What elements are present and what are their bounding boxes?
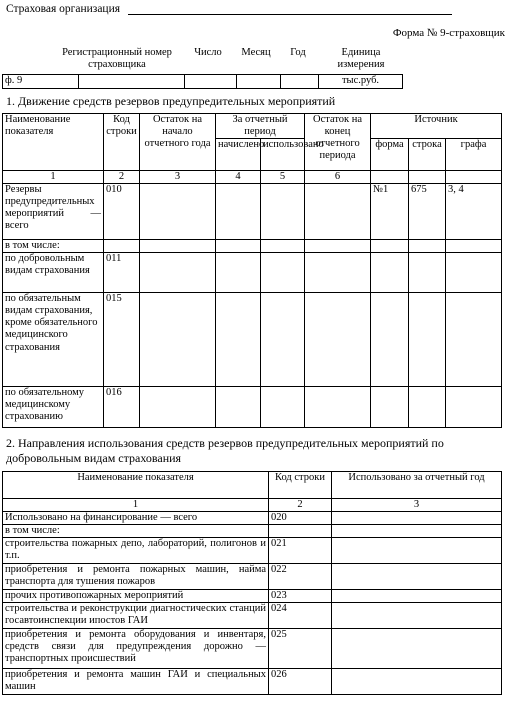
table-row [3, 240, 502, 253]
section1-title: 1. Движение средств резервов предупредительных мероприятий [6, 94, 336, 108]
row-name: строительства пожарных депо, лабораторий, полигонов и т.п. [3, 538, 269, 564]
s1-header-code: Код строки [104, 114, 140, 171]
year-cell[interactable] [281, 75, 319, 89]
s1-header-accrued: начислено [216, 139, 261, 171]
s1-header-start: Остаток на начало отчетного года [140, 114, 216, 171]
s2-header-code: Код строки [269, 472, 332, 499]
table-row [3, 564, 502, 590]
s1-colnum-4: 4 [216, 171, 261, 184]
row-code: 020 [269, 512, 332, 525]
table-row [3, 629, 502, 669]
s1-header-column: графа [446, 139, 502, 171]
table-row [3, 538, 502, 564]
table-row [3, 387, 502, 428]
s2-header-name: Наименование показателя [3, 472, 269, 499]
s2-colnum-1: 1 [3, 499, 269, 512]
row-name: по обязательным видам страхования, кроме обязательного медицинского страхования [3, 293, 104, 387]
row-name: по обязательному медицинскому страхованию [3, 387, 104, 428]
row-name: по добровольным видам страхования [3, 253, 104, 293]
row-code: 025 [269, 629, 332, 669]
s2-header-used: Использовано за отчетный год [332, 472, 502, 499]
s1-header-name: Наименование показателя [3, 114, 104, 171]
row-code: 023 [269, 590, 332, 603]
row-name: строительства и реконструкции диагностических станций госавтоинспекции ипостов ГАИ [3, 603, 269, 629]
s1-header-line: строка [409, 139, 446, 171]
table-row [3, 184, 502, 240]
row-code: 024 [269, 603, 332, 629]
row-name: в том числе: [3, 240, 104, 253]
s1-colnum-2: 2 [104, 171, 140, 184]
row-form: №1 [371, 184, 409, 240]
row-code: 016 [104, 387, 140, 428]
table-row [3, 253, 502, 293]
section2-table [2, 471, 502, 695]
unit-header: Единица измерения [337, 47, 385, 71]
row-code: 026 [269, 669, 332, 695]
day-cell[interactable] [185, 75, 237, 89]
row-name: прочих противопожарных мероприятий [3, 590, 269, 603]
day-header: Число [194, 47, 222, 58]
s1-colnum-3: 3 [140, 171, 216, 184]
reg-number-header: Регистрационный номер страховщика [62, 47, 172, 71]
row-name: приобретения и ремонта оборудования и инвентаря, средств связи для предупреждения дорожно — транспортных происшествий [3, 629, 269, 669]
table-row [3, 525, 502, 538]
table-row [3, 512, 502, 525]
reg-number-cell[interactable] [79, 75, 185, 89]
row-line: 675 [409, 184, 446, 240]
registration-table [2, 74, 403, 89]
row-name: приобретения и ремонта пожарных машин, найма транспорта для тушения пожаров [3, 564, 269, 590]
row-name: приобретения и ремонта машин ГАИ и специальных машин [3, 669, 269, 695]
s1-colnum-5: 5 [261, 171, 305, 184]
row-code: 011 [104, 253, 140, 293]
section2-title: 2. Направления использования средств резервов предупредительных мероприятий по добровольным видам страхования [6, 436, 444, 465]
month-header: Месяц [241, 47, 271, 58]
section1-table [2, 113, 502, 428]
s1-colnum-1: 1 [3, 171, 104, 184]
s1-header-used: использовано [261, 139, 305, 171]
org-name-line [128, 14, 452, 15]
s1-header-period: За отчетный период [216, 114, 305, 139]
year-header: Год [290, 47, 306, 58]
form-title: Форма № 9-страховщик [392, 27, 505, 39]
row-code: 015 [104, 293, 140, 387]
s1-header-form: форма [371, 139, 409, 171]
s2-colnum-3: 3 [332, 499, 502, 512]
s1-header-source: Источник [371, 114, 502, 139]
row-code: 021 [269, 538, 332, 564]
s1-header-end: Остаток на конец отчетного периода [305, 114, 371, 171]
s1-colnum-6: 6 [305, 171, 371, 184]
org-label: Страховая организация [6, 3, 121, 15]
row-code: 022 [269, 564, 332, 590]
table-row [3, 293, 502, 387]
row-code: 010 [104, 184, 140, 240]
row-name: Использовано на финансирование — всего [3, 512, 269, 525]
row-name: в том числе: [3, 525, 269, 538]
row-name: Резервы предупредительных мероприятий — всего [3, 184, 104, 240]
s2-colnum-2: 2 [269, 499, 332, 512]
table-row [3, 603, 502, 629]
unit-cell: тыс.руб. [319, 75, 403, 89]
month-cell[interactable] [237, 75, 281, 89]
table-row [3, 669, 502, 695]
table-row [3, 590, 502, 603]
form-number-cell: ф. 9 [3, 75, 79, 89]
row-column: 3, 4 [446, 184, 502, 240]
